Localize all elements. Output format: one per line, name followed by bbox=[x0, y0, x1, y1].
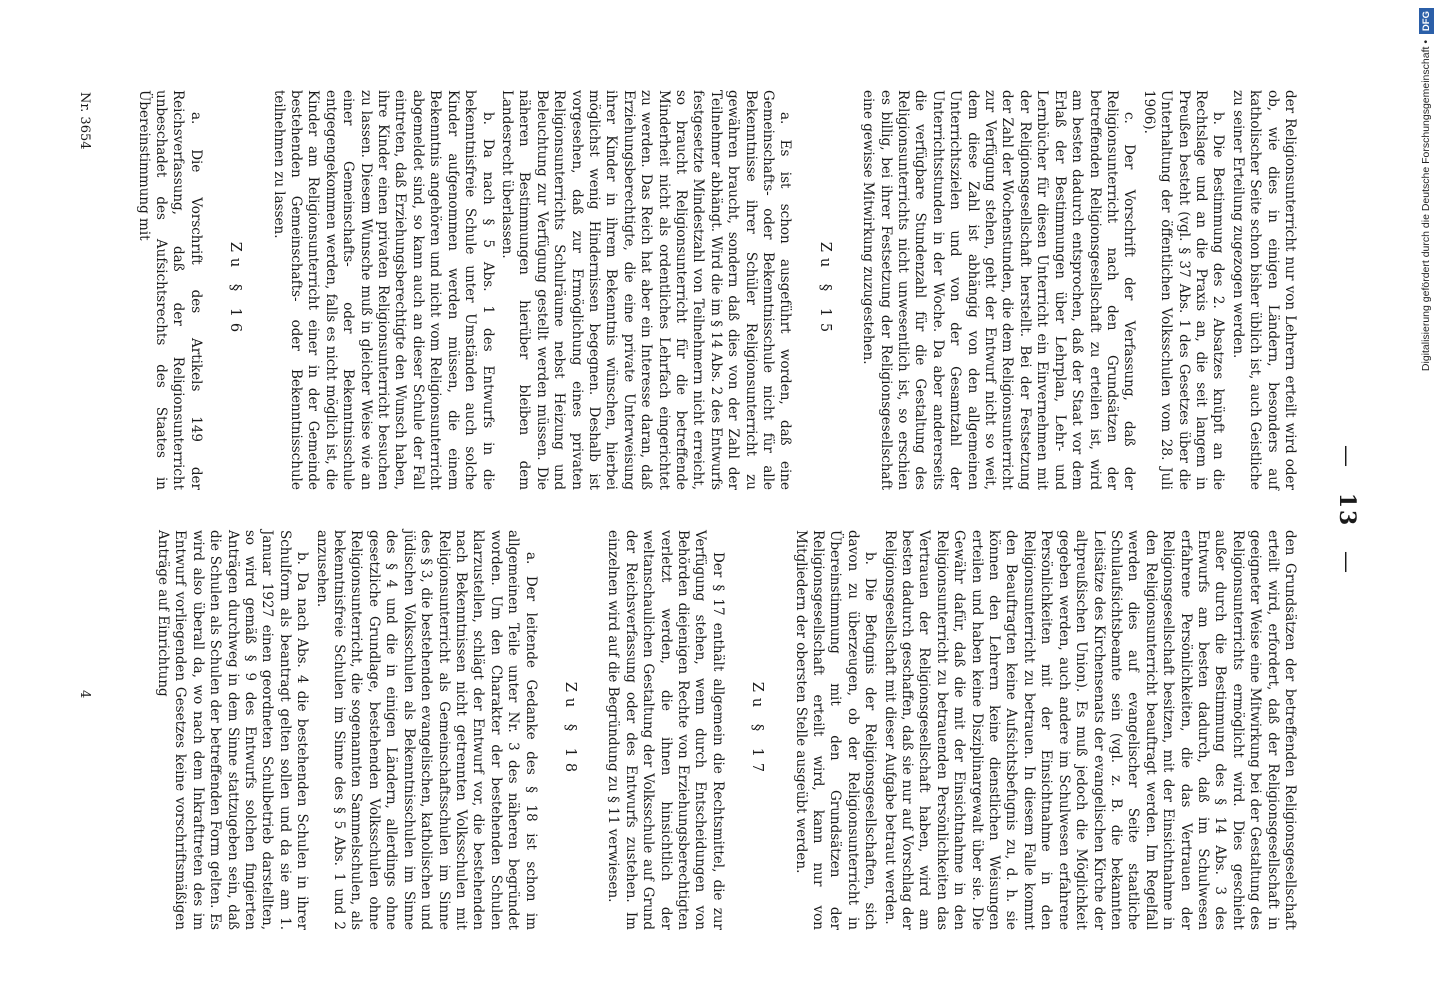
print-number: Nr. 3654 bbox=[77, 92, 92, 150]
page-number bbox=[1334, 70, 1360, 950]
page-number-dash-right: — bbox=[1334, 550, 1359, 575]
right-paragraph-3: Der § 17 enthält allgemein die Rechtsmittel, die zur Verfügung stehen, wenn durch Entscheidungen von Behörden diejenigen Rechte von Erziehungsberechtigten verletzt werden, die ihnen hinsichtlich der weltanschaulichen Gestaltung der Volksschule auf Grund der Reichsverfassung oder des Entwurfs zustehen. Im einzelnen wird auf die Begründung zu § 11 verwiesen. bbox=[605, 530, 726, 930]
left-paragraph-1: der Religionsunterricht nur von Lehrern erteilt wird oder ob, wie dies in einigen Ländern, besonders auf katholischer Seite schon bisher üblich ist, auch Geistliche zu seiner Erteilung zugezogen werden. bbox=[1229, 90, 1298, 490]
digitization-credit-text: Digitalisierung gefördert durch die Deutsche Forschungsgemeinschaft • bbox=[1420, 39, 1432, 372]
digitization-credit-sidebar bbox=[1418, 8, 1434, 992]
section-heading-18: Zu § 18 bbox=[561, 681, 578, 779]
right-paragraph-1: den Grundsätzen der betreffenden Religionsgesellschaft erteilt wird, erfordert, daß der Religionsgesellschaft in geeigneter Weise eine Mitwirkung bei der Gestaltung des Religionsunterrichts ermöglicht wird. Dies geschieht außer durch die Bestimmung des § 14 Abs. 3 des Entwurfs am besten dadurch, daß im Schulwesen erfahrene Persönlichkeiten, die das Vertrauen der Religionsgesellschaft besitzen, mit der Einsichtnahme in den Religionsunterricht beauftragt werden. Im Regelfall werden dies auf evangelischer Seite staatliche Schulaufsichtsbeamte sein (vgl. z. B. die bekannten Leitsätze des Kirchensenats der evangelischen Kirche der altpreußischen Union). Es muß jedoch die Möglichkeit gegeben werden, auch andere im Schulwesen erfahrene Persönlichkeiten mit der Einsichtnahme in den Religionsunterricht zu betrauen. In diesem Falle kommt den Beauftragten keine Aufsichtsbefugnis zu, d. h. sie können den Lehrern keine dienstlichen Weisungen erteilen und haben keine Disziplinargewalt über sie. Die Gewähr dafür, daß die mit der Einsichtnahme in den Religionsunterricht zu betrauenden Persönlichkeiten das Vertrauen der Religionsgesellschaft haben, wird am besten dadurch geschaffen, daß sie nur auf Vorschlag der Religionsgesellschaft mit dieser Aufgabe betraut werden. bbox=[881, 530, 1298, 930]
left-column bbox=[132, 90, 1298, 490]
right-paragraph-5: b. Da nach Abs. 4 die bestehenden Schulen in ihrer Schulform als beantragt gelten sollen und da sie am 1. Januar 1927 einen geordneten Schulbetrieb darstellten, so wird gemäß § 9 des Entwurfs solchen fingierten Anträgen durchweg in dem Sinne stattzugeben sein, daß die Schulen als Schulen der betreffenden Form gelten. Es wird also überall da, wo nach dem Inkrafttreten des im Entwurf vorliegenden Gesetzes keine vorschriftsmäßigen Anträge auf Einrichtung bbox=[155, 530, 311, 930]
section-heading-17: Zu § 17 bbox=[749, 681, 766, 779]
right-column bbox=[152, 530, 1298, 930]
left-paragraph-2: b. Die Bestimmung des 2. Absatzes knüpft an die Rechtslage und an die Praxis an, die seit langem in Preußen besteht (vgl. § 37 Abs. 1 des Gesetzes über die Unterhaltung der öffentlichen Volksschulen vom 28. Juli 1906). bbox=[1140, 90, 1227, 490]
page-number-dash-left: — bbox=[1334, 445, 1359, 470]
right-paragraph-4: a. Der leitende Gedanke des § 18 ist schon im allgemeinen Teile unter Nr. 3 des näheren begründet worden. Um den Charakter der bestehenden Schulen klarzustellen, schlägt der Entwurf vor, die bestehenden nach Bekenntnissen nicht getrennten Volksschulen mit Religionsunterricht als Gemeinschaftsschulen im Sinne des § 3, die bestehenden evangelischen, katholischen und jüdischen Volksschulen als Bekenntnisschulen im Sinne des § 4 und die in einigen Ländern, allerdings ohne gesetzliche Grundlage, bestehenden Volksschulen ohne Religionsunterricht, die sogenannten Sammelschulen, als bekenntnisfreie Schulen im Sinne des § 5 Abs. 1 und 2 anzusehen. bbox=[313, 530, 539, 930]
page-number-value: 13 bbox=[1334, 492, 1360, 528]
left-paragraph-4: a. Es ist schon ausgeführt worden, daß eine Gemeinschafts- oder Bekenntnisschule nicht für alle Bekenntnisse ihrer Schüler Religionsunterricht zu gewähren braucht, sondern daß dies von der Zahl der Teilnehmer abhängt. Wird die im § 14 Abs. 2 des Entwurfs festgesetzte Mindestzahl von Teilnehmern nicht erreicht, so braucht Religionsunterricht für die betreffende Minderheit nicht als ordentliches Lehrfach eingerichtet zu werden. Das Reich hat aber ein Interesse daran, daß Erziehungsberechtigte, die eine private Unterweisung ihrer Kinder in ihrem Bekenntnis wünschen, hierbei möglichst wenig Hindernissen begegnen. Deshalb ist vorgesehen, daß zur Ermöglichung eines privaten Religionsunterrichts Schulräume nebst Heizung und Beleuchtung zur Verfügung gestellt werden müssen. Die näheren Bestimmungen hierüber bleiben dem Landesrecht überlassen. bbox=[498, 90, 794, 491]
signature-mark: 4 bbox=[77, 690, 92, 699]
section-heading-15: Zu § 15 bbox=[816, 241, 833, 339]
right-paragraph-2: b. Die Befugnis der Religionsgesellschaften, sich davon zu überzeugen, ob der Religionsunterricht in Übereinstimmung mit den Grundsätzen der Religionsgesellschaft erteilt wird, kann nur von Mitgliedern der obersten Stelle ausgeübt werden. bbox=[792, 530, 879, 930]
left-paragraph-3: c. Der Vorschrift der Verfassung, daß der Religionsunterricht nach den Grundsätzen der betreffenden Religionsgesellschaft zu erteilen ist, wird am besten dadurch entsprochen, daß der Staat vor dem Erlaß der Bestimmungen über Lehrplan, Lehr- und Lernbücher für diesen Unterricht ein Einvernehmen mit der Religionsgesellschaft herstellt. Bei der Festsetzung der Zahl der Wochenstunden, die dem Religionsunterricht zur Verfügung stehen, geht der Entwurf nicht so weit, dem diese Zahl ist abhängig von den allgemeinen Unterrichtszielen und von der Gesamtzahl der Unterrichtsstunden in der Woche. Da aber andererseits die verfügbare Stundenzahl für die Gestaltung des Religionsunterrichts nicht unwesentlich ist, so erschien es billig, bei ihrer Festsetzung der Religionsgesellschaft eine gewisse Mitwirkung zuzugestehen. bbox=[860, 90, 1138, 490]
section-heading-16: Zu § 16 bbox=[227, 241, 244, 339]
left-paragraph-6: a. Die Vorschrift des Artikels 149 der Reichsverfassung, daß der Religionsunterricht unbeschadet des Aufsichtsrechts des Staates in Übereinstimmung mit bbox=[135, 90, 204, 490]
digitization-credit bbox=[1418, 8, 1434, 992]
scanned-document-page bbox=[50, 70, 1390, 950]
dfg-logo: DFG bbox=[1419, 8, 1434, 34]
left-paragraph-5: b. Da nach § 5 Abs. 1 des Entwurfs in die bekenntnisfreie Schule unter Umständen auch solche Kinder aufgenommen werden müssen, die einem Bekenntnis angehören und nicht vom Religionsunterricht abgemeldet sind, so kann auch an dieser Schule der Fall eintreten, daß Erziehungsberechtigte den Wunsch haben, ihre Kinder einen privaten Religionsunterricht besuchen zu lassen. Diesem Wunsche muß in gleicher Weise wie an einer Gemeinschafts- oder Bekenntnisschule entgegengekommen werden, falls es nicht möglich ist, die Kinder am Religionsunterricht einer in der Gemeinde bestehenden Gemeinschafts- oder Bekenntnisschule teilnehmen zu lassen. bbox=[270, 90, 496, 490]
